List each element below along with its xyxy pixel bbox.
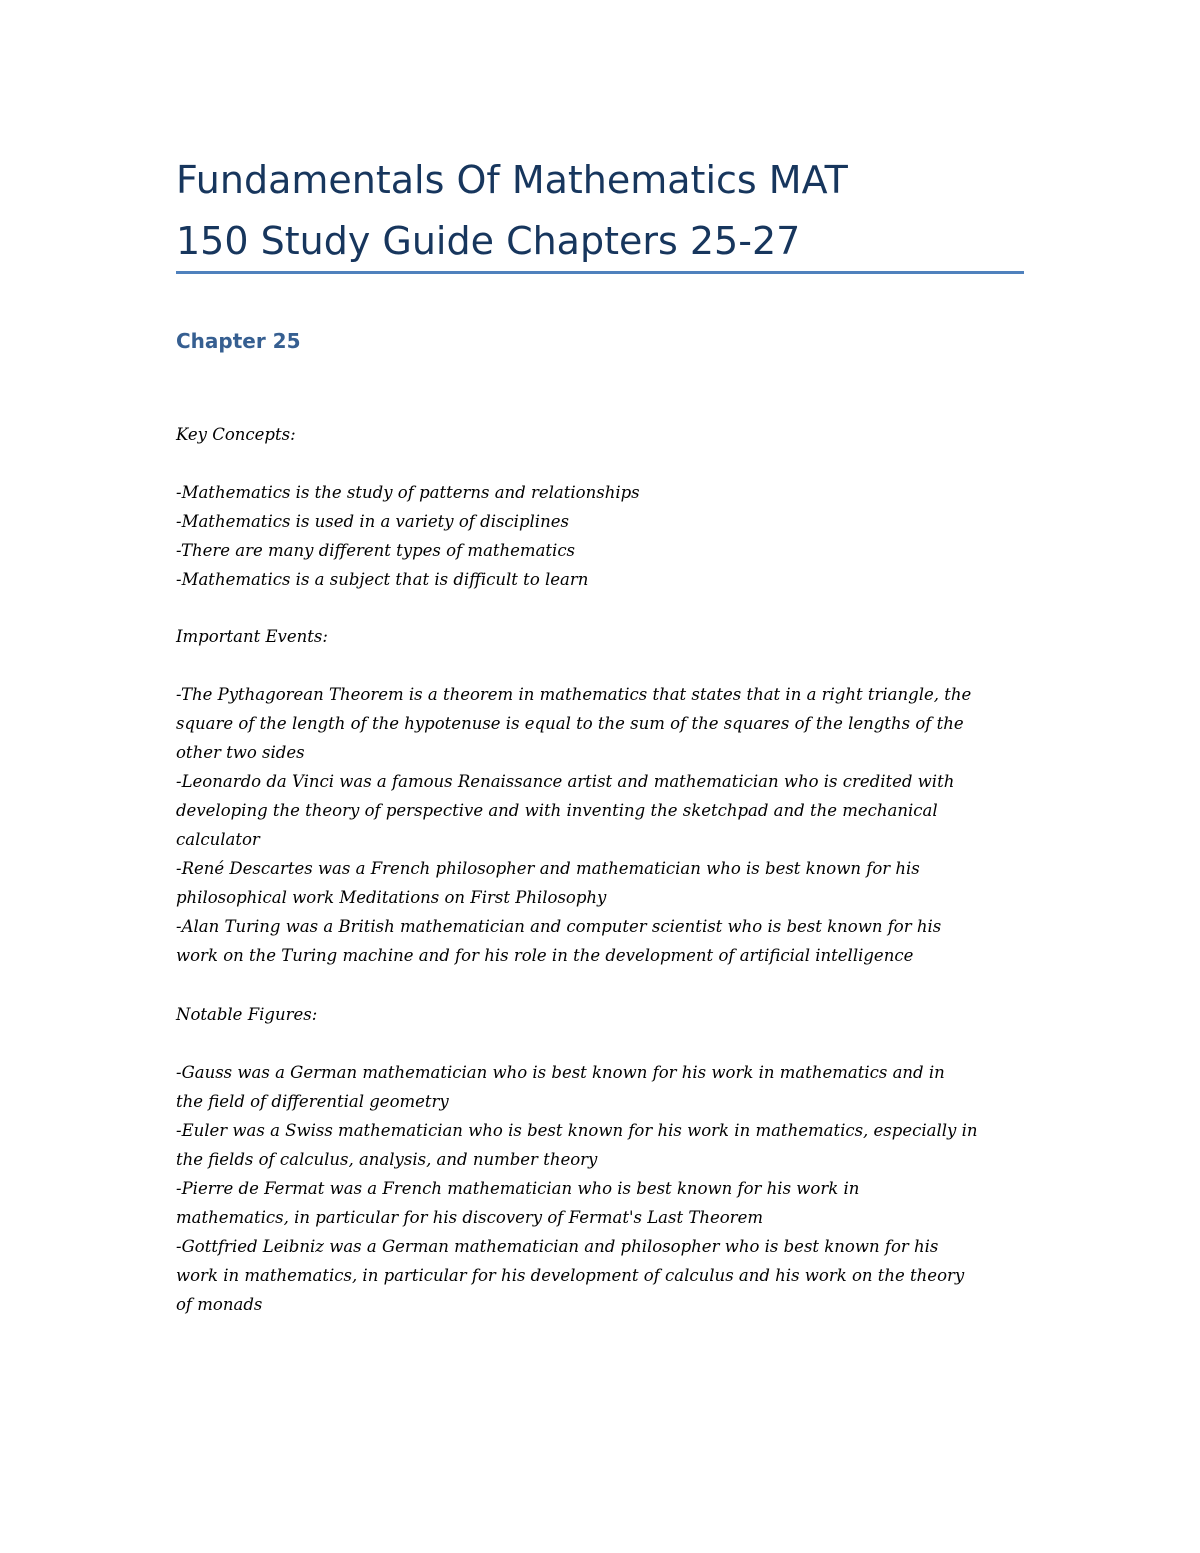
key-concepts-label: Key Concepts:: [176, 425, 296, 444]
key-concept-item: -Mathematics is used in a variety of disciplines: [176, 512, 569, 531]
event-line: -René Descartes was a French philosopher and mathematician who is best known for his: [176, 859, 920, 878]
event-line: square of the length of the hypotenuse is equal to the sum of the squares of the lengths of the: [176, 714, 964, 733]
event-line: other two sides: [176, 743, 305, 762]
title-line-1: Fundamentals Of Mathematics MAT: [176, 158, 848, 202]
figure-line: -Gottfried Leibniz was a German mathematician and philosopher who is best known for his: [176, 1237, 939, 1256]
important-events-section: [176, 622, 1036, 970]
figure-line: work in mathematics, in particular for his development of calculus and his work on the theory: [176, 1266, 965, 1285]
figure-line: of monads: [176, 1295, 263, 1314]
important-events-label: Important Events:: [176, 627, 328, 646]
key-concept-item: -Mathematics is a subject that is difficult to learn: [176, 570, 589, 589]
spacer: [176, 449, 1036, 478]
event-line: calculator: [176, 830, 260, 849]
figure-line: the field of differential geometry: [176, 1092, 449, 1111]
key-concept-item: -Mathematics is the study of patterns and relationships: [176, 483, 640, 502]
notable-figures-section: [176, 1000, 1036, 1319]
event-line: -The Pythagorean Theorem is a theorem in mathematics that states that in a right triangle, the: [176, 685, 972, 704]
figure-line: -Gauss was a German mathematician who is best known for his work in mathematics and in: [176, 1063, 945, 1082]
figure-line: mathematics, in particular for his discovery of Fermat's Last Theorem: [176, 1208, 763, 1227]
event-line: work on the Turing machine and for his role in the development of artificial intelligence: [176, 946, 914, 965]
figure-line: the fields of calculus, analysis, and number theory: [176, 1150, 598, 1169]
figure-line: -Pierre de Fermat was a French mathematician who is best known for his work in: [176, 1179, 860, 1198]
notable-figures-label: Notable Figures:: [176, 1005, 318, 1024]
event-line: -Alan Turing was a British mathematician and computer scientist who is best known for his: [176, 917, 942, 936]
key-concept-item: -There are many different types of mathematics: [176, 541, 576, 560]
title-line-2: 150 Study Guide Chapters 25-27: [176, 219, 801, 263]
key-concepts-section: [176, 420, 1036, 594]
event-line: philosophical work Meditations on First Philosophy: [176, 888, 607, 907]
event-line: developing the theory of perspective and with inventing the sketchpad and the mechanical: [176, 801, 938, 820]
chapter-heading: Chapter 25: [176, 329, 301, 353]
figure-line: -Euler was a Swiss mathematician who is best known for his work in mathematics, especially in: [176, 1121, 978, 1140]
event-line: -Leonardo da Vinci was a famous Renaissance artist and mathematician who is credited with: [176, 772, 955, 791]
spacer: [176, 1029, 1036, 1058]
title-underline: [176, 271, 1024, 274]
document-title: [176, 150, 1036, 272]
spacer: [176, 651, 1036, 680]
